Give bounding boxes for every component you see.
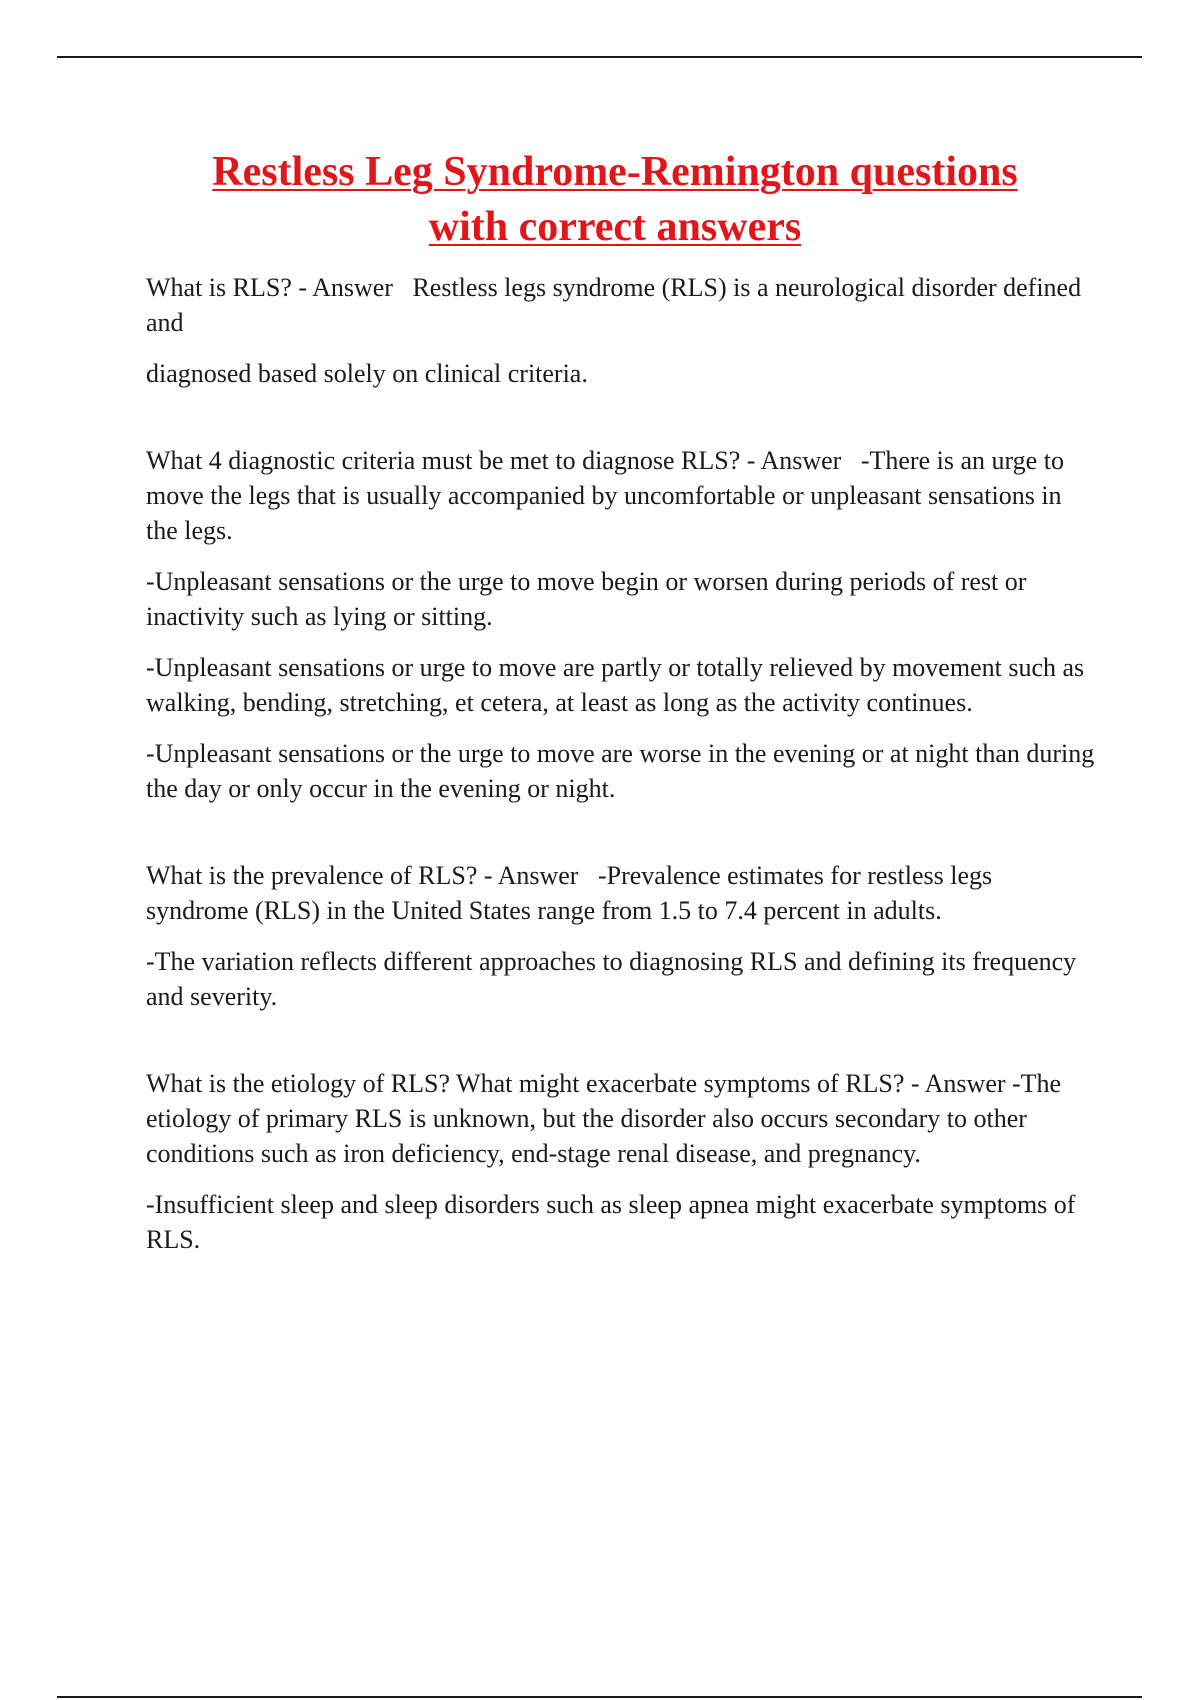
qa-2-criterion-2: -Unpleasant sensations or the urge to move begin or worsen during periods of rest or inactivity such as lying or sitting. [146, 567, 1027, 631]
qa-4-answer-continued: -Insufficient sleep and sleep disorders such as sleep apnea might exacerbate symptoms of RLS. [146, 1190, 1076, 1254]
qa-3-question-answer: What is the prevalence of RLS? - Answer -Prevalence estimates for restless legs syndrome (RLS) in the United States range from 1.5 to 7.4 percent in adults. [146, 861, 993, 925]
qa-1-question-answer: What is RLS? - Answer Restless legs syndrome (RLS) is a neurological disorder defined and [146, 273, 1082, 337]
qa-3-answer-continued: -The variation reflects different approaches to diagnosing RLS and defining its frequency and severity. [146, 947, 1077, 1011]
document-title [100, 145, 1130, 255]
qa-1-answer-continued: diagnosed based solely on clinical criteria. [146, 359, 588, 388]
qa-2-question-answer: What 4 diagnostic criteria must be met to diagnose RLS? - Answer -There is an urge to move the legs that is usually accompanied by uncomfortable or unpleasant sensations in the legs. [146, 446, 1064, 545]
bottom-rule [57, 1696, 1142, 1698]
title-line-2: with correct answers [428, 204, 802, 250]
qa-4-question-answer: What is the etiology of RLS? What might exacerbate symptoms of RLS? - Answer -The etiology of primary RLS is unknown, but the disorder also occurs secondary to other conditions such as iron deficiency, end-stage renal disease, and pregnancy. [146, 1069, 1062, 1168]
title-line-1: Restless Leg Syndrome-Remington questions [212, 149, 1018, 195]
qa-content [146, 270, 1096, 1273]
qa-2-criterion-4: -Unpleasant sensations or the urge to move are worse in the evening or at night than during the day or only occur in the evening or night. [146, 739, 1095, 803]
qa-2-criterion-3: -Unpleasant sensations or urge to move are partly or totally relieved by movement such as walking, bending, stretching, et cetera, at least as long as the activity continues. [146, 653, 1085, 717]
top-rule [57, 56, 1142, 58]
